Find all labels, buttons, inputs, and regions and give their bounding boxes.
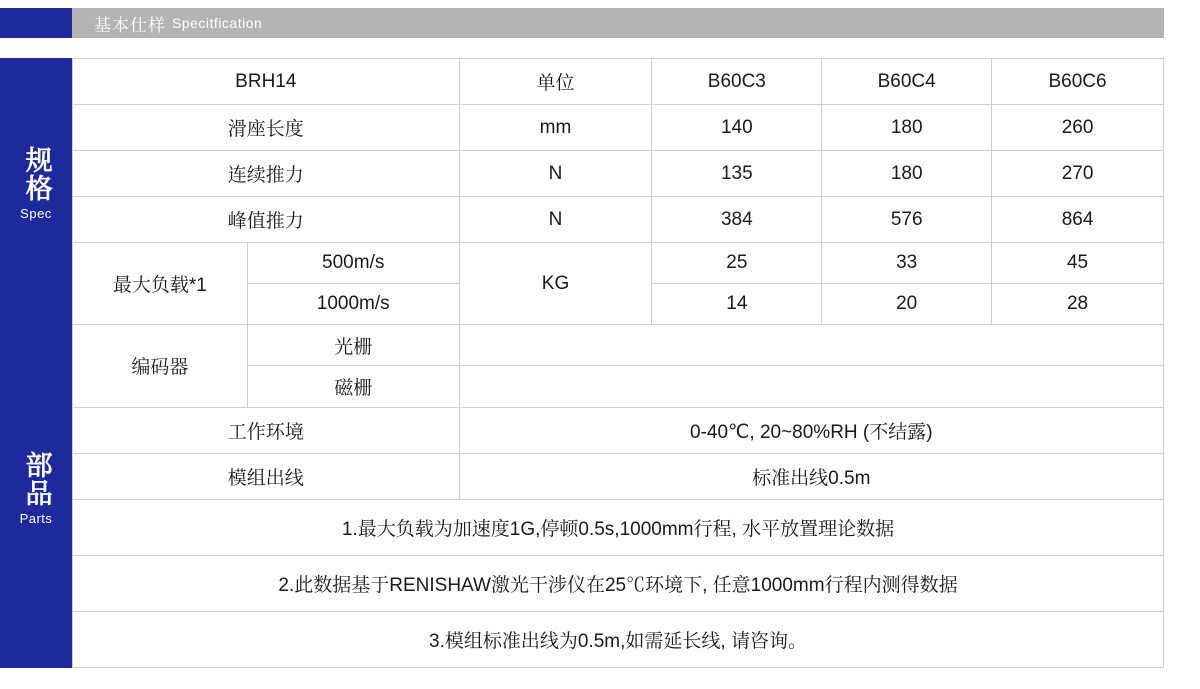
row-value-max-load-500-1: 25: [652, 243, 822, 284]
row-sublabel-encoder-magnetic: 磁栅: [247, 366, 459, 407]
row-value-peak-thrust-2: 576: [822, 197, 992, 243]
specification-table: [72, 58, 1164, 668]
row-value-max-load-1000-2: 20: [822, 284, 992, 325]
table-row: [73, 105, 1164, 151]
note-2: 2.此数据基于RENISHAW激光干涉仪在25℃环境下, 任意1000mm行程内测得数据: [73, 555, 1164, 611]
table-note-row: [73, 555, 1164, 611]
cell-unit-header: 单位: [459, 59, 652, 105]
header-title-en: Specitfication: [172, 15, 263, 31]
note-3: 3.模组标准出线为0.5m,如需延长线, 请咨询。: [73, 611, 1164, 667]
row-label-encoder: 编码器: [73, 325, 248, 407]
row-label-continuous-thrust: 连续推力: [73, 151, 460, 197]
header-title-cn: 基本仕样: [94, 15, 166, 35]
row-unit-continuous-thrust: N: [459, 151, 652, 197]
sidebar: [0, 58, 72, 668]
sidebar-section-parts: [0, 308, 72, 668]
row-value-max-load-1000-3: 28: [992, 284, 1164, 325]
cell-model: BRH14: [73, 59, 460, 105]
spec-table-wrap: [0, 58, 1164, 668]
header-blue-block: [0, 8, 72, 38]
row-value-continuous-thrust-1: 135: [652, 151, 822, 197]
row-value-cable: 标准出线0.5m: [459, 453, 1163, 499]
cell-col-2: B60C4: [822, 59, 992, 105]
row-label-peak-thrust: 峰值推力: [73, 197, 460, 243]
sidebar-section-spec: [0, 58, 72, 308]
row-unit-slider-length: mm: [459, 105, 652, 151]
cell-col-3: B60C6: [992, 59, 1164, 105]
row-label-max-load: 最大负载*1: [73, 243, 248, 325]
row-value-slider-length-3: 260: [992, 105, 1164, 151]
row-value-slider-length-1: 140: [652, 105, 822, 151]
row-label-cable: 模组出线: [73, 453, 460, 499]
row-value-continuous-thrust-3: 270: [992, 151, 1164, 197]
cell-col-1: B60C3: [652, 59, 822, 105]
row-value-slider-length-2: 180: [822, 105, 992, 151]
row-unit-max-load: KG: [459, 243, 652, 325]
row-value-peak-thrust-1: 384: [652, 197, 822, 243]
row-label-environment: 工作环境: [73, 407, 460, 453]
table-row: [73, 325, 1164, 366]
table-row: [73, 197, 1164, 243]
header-title-bar: [72, 8, 1164, 38]
row-value-encoder-optical: [459, 325, 1163, 366]
row-value-max-load-500-3: 45: [992, 243, 1164, 284]
sidebar-label-spec-cn: 规格: [21, 145, 52, 202]
row-sublabel-max-load-1000: 1000m/s: [247, 284, 459, 325]
table-row: [73, 151, 1164, 197]
sidebar-label-parts-en: Parts: [19, 510, 53, 526]
row-value-peak-thrust-3: 864: [992, 197, 1164, 243]
row-unit-peak-thrust: N: [459, 197, 652, 243]
row-sublabel-encoder-optical: 光栅: [247, 325, 459, 366]
table-note-row: [73, 499, 1164, 555]
table-row: [73, 453, 1164, 499]
table-header-row: [73, 59, 1164, 105]
row-label-slider-length: 滑座长度: [73, 105, 460, 151]
row-value-max-load-1000-1: 14: [652, 284, 822, 325]
table-row: [73, 407, 1164, 453]
row-value-max-load-500-2: 33: [822, 243, 992, 284]
row-value-environment: 0-40℃, 20~80%RH (不结露): [459, 407, 1163, 453]
sidebar-label-spec-en: Spec: [20, 205, 52, 221]
row-value-encoder-magnetic: [459, 366, 1163, 407]
row-sublabel-max-load-500: 500m/s: [247, 243, 459, 284]
table-note-row: [73, 611, 1164, 667]
note-1: 1.最大负载为加速度1G,停顿0.5s,1000mm行程, 水平放置理论数据: [73, 499, 1164, 555]
row-value-continuous-thrust-2: 180: [822, 151, 992, 197]
table-row: [73, 243, 1164, 284]
sidebar-label-parts-cn: 部品: [21, 450, 52, 507]
section-header: [0, 8, 1164, 38]
